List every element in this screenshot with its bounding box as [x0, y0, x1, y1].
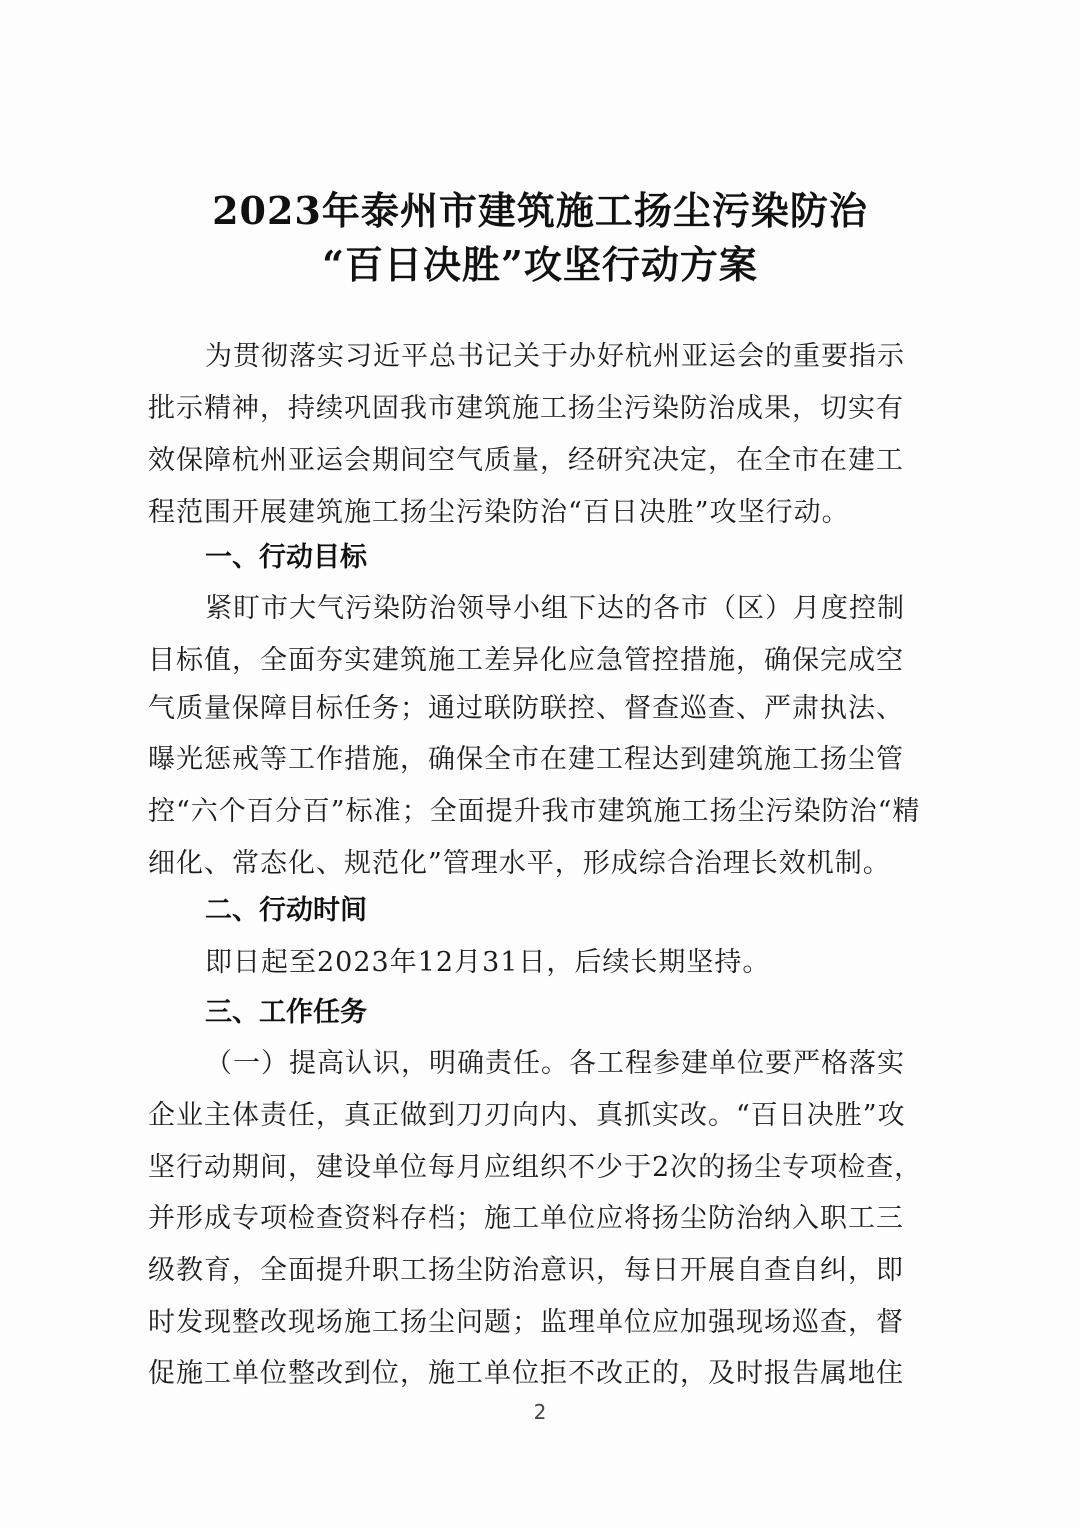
intro-line: 程范围开展建筑施工扬尘污染防治“百日决胜”攻坚行动。 [148, 497, 850, 528]
section2-line: 即日起至2023年12月31日，后续长期坚持。 [205, 947, 771, 978]
section3-line: 并形成专项检查资料存档；施工单位应将扬尘防治纳入职工三 [148, 1203, 904, 1234]
section1-line: 控“六个百分百”标准；全面提升我市建筑施工扬尘污染防治“精 [148, 796, 921, 827]
section3-line: 时发现整改现场施工扬尘问题；监理单位应加强现场巡查，督 [148, 1307, 904, 1338]
section-heading-goals: 一、行动目标 [205, 542, 367, 573]
section1-line: 目标值，全面夯实建筑施工差异化应急管控措施，确保完成空 [148, 645, 904, 676]
section3-line: 级教育，全面提升职工扬尘防治意识，每日开展自查自纠，即 [148, 1255, 904, 1286]
section1-line: 紧盯市大气污染防治领导小组下达的各市（区）月度控制 [205, 593, 905, 624]
section-heading-time: 二、行动时间 [205, 895, 367, 926]
section1-line: 气质量保障目标任务；通过联防联控、督查巡查、严肃执法、 [148, 693, 904, 724]
page-number: 2 [533, 1400, 547, 1424]
section-heading-tasks: 三、工作任务 [205, 997, 367, 1028]
document-title-line-1: 2023年泰州市建筑施工扬尘污染防治 [212, 188, 868, 233]
document-title-line-2: “百日决胜”攻坚行动方案 [322, 242, 758, 287]
section3-line: 促施工单位整改到位，施工单位拒不改正的，及时报告属地住 [148, 1358, 904, 1389]
section1-line: 细化、常态化、规范化”管理水平，形成综合治理长效机制。 [148, 848, 891, 879]
section3-line: 坚行动期间，建设单位每月应组织不少于2次的扬尘专项检查， [148, 1152, 923, 1183]
section1-line: 曝光惩戒等工作措施，确保全市在建工程达到建筑施工扬尘管 [148, 744, 904, 775]
intro-line: 为贯彻落实习近平总书记关于办好杭州亚运会的重要指示 [205, 341, 905, 372]
section3-line: 企业主体责任，真正做到刀刃向内、真抓实改。“百日决胜”攻 [148, 1100, 906, 1131]
section3-line: （一）提高认识，明确责任。各工程参建单位要严格落实 [205, 1048, 905, 1079]
intro-line: 批示精神，持续巩固我市建筑施工扬尘污染防治成果，切实有 [148, 393, 904, 424]
intro-line: 效保障杭州亚运会期间空气质量，经研究决定，在全市在建工 [148, 445, 904, 476]
